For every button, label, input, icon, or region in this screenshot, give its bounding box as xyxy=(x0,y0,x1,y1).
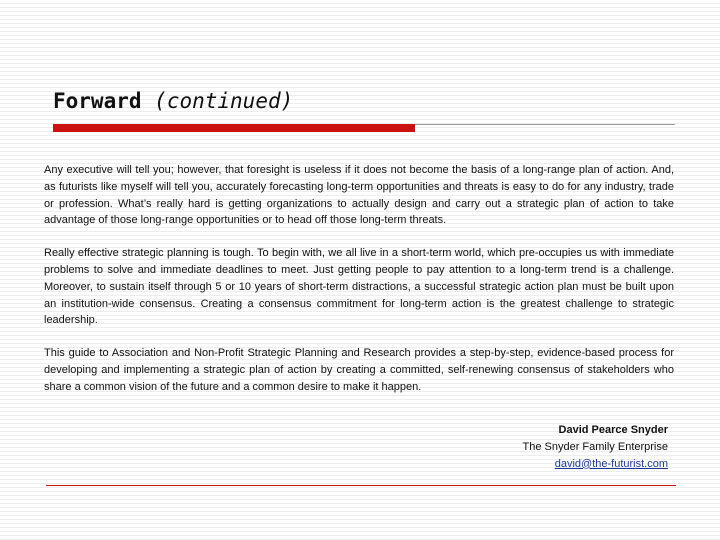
title-underline-line xyxy=(415,124,675,125)
author-email-link[interactable]: david@the-futurist.com xyxy=(554,457,668,470)
title-main: Forward xyxy=(53,89,142,113)
body-text xyxy=(44,162,674,412)
title-underline-bar xyxy=(53,124,415,132)
footer-divider xyxy=(46,485,676,486)
author-organization: The Snyder Family Enterprise xyxy=(522,440,668,453)
paragraph-1: Any executive will tell you; however, that foresight is useless if it does not become the basis of a long-range plan of action. And, as futurists like myself will tell you, accurately forecasting long-term opportunities and threats is easy to do for any industry, trade or profession. What’s really hard is getting organizations to actually design and carry out a strategic plan of action to take advantage of those long-range opportunities or to head off those long-term threats. xyxy=(44,164,674,227)
slide-title xyxy=(53,86,293,116)
signature-block xyxy=(523,422,669,472)
paragraph-2: Really effective strategic planning is tough. To begin with, we all live in a short-term world, which pre-occupies us with immediate problems to solve and immediate deadlines to meet. Just getting people to pay attention to a long-term trend is a challenge. Moreover, to sustain itself through 5 or 10 years of short-term distractions, a successful strategic action plan must be built upon an institution-wide consensus. Creating a consensus commitment for long-term action is the greatest challenge to strategic leadership. xyxy=(44,247,674,327)
paragraph-3: This guide to Association and Non-Profit Strategic Planning and Research provides a step-by-step, evidence-based process for developing and implementing a strategic plan of action by creating a committed, self-renewing consensus of stakeholders who share a common vision of the future and a common desire to make it happen. xyxy=(44,347,674,393)
author-name: David Pearce Snyder xyxy=(558,424,668,436)
title-subtitle: (continued) xyxy=(154,89,294,113)
